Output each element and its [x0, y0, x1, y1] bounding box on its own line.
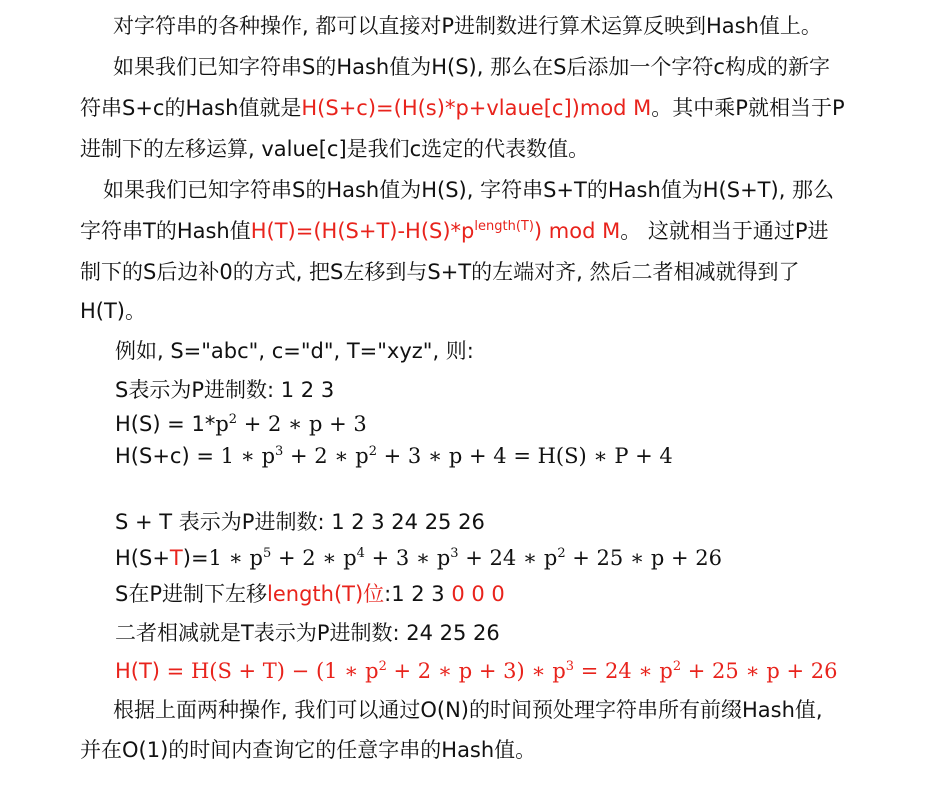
hash-append-formula: H(S+c)=(H(s)*p+vlaue[c])mod M: [301, 96, 652, 120]
example-hsc-formula: H(S+c) = 1 ∗ $p^3 + 2$ ∗ $p^2 + 3$ ∗ p + 4 = H(S) ∗ P + 4: [115, 444, 673, 468]
paragraph-3-line-1: 如果我们已知字符串S的Hash值为H(S), 字符串S+T的Hash值为H(S+T), 那么: [103, 178, 835, 202]
example-s-representation: S表示为P进制数: 1 2 3: [115, 378, 335, 402]
paragraph-3-line-3: 制下的S后边补0的方式, 把S左移到与S+T的左端对齐, 然后二者相减就得到了: [80, 260, 800, 284]
example-intro: 例如, S="abc", c="d", T="xyz", 则:: [115, 339, 474, 363]
example-st-representation: S + T 表示为P进制数: 1 2 3 24 25 26: [115, 510, 485, 534]
paragraph-2-line-2: 符串S+c的Hash值就是H(S+c)=(H(s)*p+vlaue[c])mod M。其中乘P就相当于P: [80, 96, 845, 120]
example-ht-formula: H(T) = H(S + T) − (1 ∗ $p^2 + 2$ ∗ p + 3) ∗ $p^3 = 24$ ∗ $p^2 + 25$ ∗ p + 26: [115, 659, 838, 683]
conclusion-line-1: 根据上面两种操作, 我们可以通过O(N)的时间预处理字符串所有前缀Hash值,: [113, 698, 823, 722]
paragraph-2-line-1: 如果我们已知字符串S的Hash值为H(S), 那么在S后添加一个字符c构成的新字: [113, 55, 830, 79]
example-subtract-line: 二者相减就是T表示为P进制数: 24 25 26: [115, 621, 500, 645]
conclusion-line-2: 并在O(1)的时间内查询它的任意字串的Hash值。: [80, 738, 537, 762]
paragraph-3-line-4: H(T)。: [80, 299, 147, 323]
example-shift-line: S在P进制下左移length(T)位:1 2 3 0 0 0: [115, 582, 505, 606]
example-hs-formula: $H(S) = 1*p^2 + 2$ ∗ p + 3: [115, 412, 367, 436]
paragraph-3-line-2: 字符串T的Hash值$H(T)=(H(S+T)-H(S)*p^{length(T)})$ mod M。 这就相当于通过P进: [80, 219, 829, 243]
paragraph-1: 对字符串的各种操作, 都可以直接对P进制数进行算术运算反映到Hash值上。: [113, 14, 822, 38]
example-hst-formula: H(S+T)=1 ∗ $p^5 + 2$ ∗ $p^4 + 3$ ∗ $p^3 + 24$ ∗ $p^2 + 25$ ∗ p + 26: [115, 546, 723, 570]
paragraph-2-line-3: 进制下的左移运算, value[c]是我们c选定的代表数值。: [80, 137, 590, 161]
substring-hash-formula: $H(T)=(H(S+T)-H(S)*p^{length(T)})$ mod M: [250, 219, 621, 243]
